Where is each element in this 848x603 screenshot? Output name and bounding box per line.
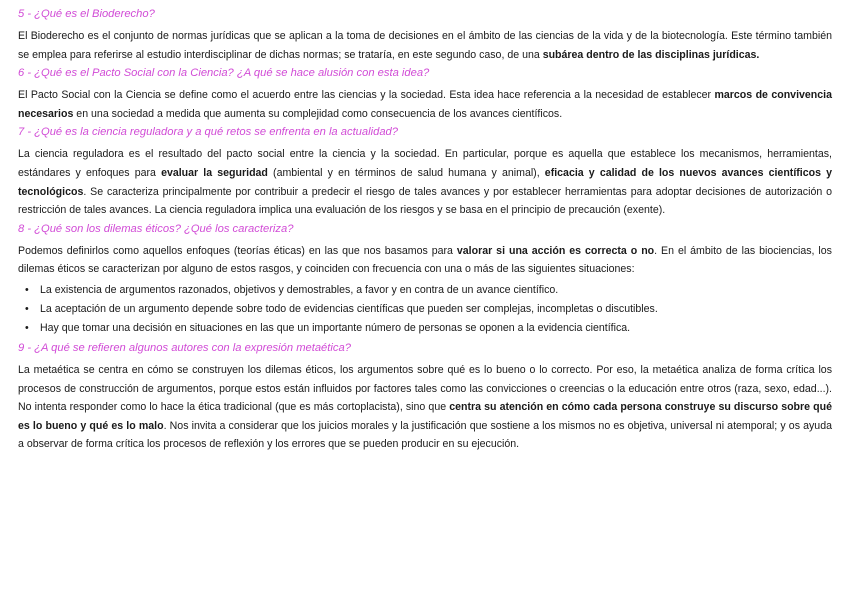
answer-7-paragraph	[18, 145, 832, 219]
question-6-heading: 6 - ¿Qué es el Pacto Social con la Ciencia? ¿A qué se hace alusión con esta idea?	[18, 67, 430, 80]
question-5-heading: 5 - ¿Qué es el Bioderecho?	[18, 8, 155, 20]
list-item-text: La aceptación de un argumento depende sobre todo de evidencias científicas que pueden ser complejas, incompletas o discutibles.	[40, 302, 658, 315]
question-7-heading: 7 - ¿Qué es la ciencia reguladora y a qué retos se enfrenta en la actualidad?	[18, 126, 398, 139]
answer-9-text-2: . Nos invita a considerar que los juicios morales y la justificación que sostiene a los mismos no es objetiva, universal ni atemporal; y os ayuda a observar de forma crítica los procesos de reflexión y los errores que se pueden producir en su ejecución.	[18, 419, 832, 451]
answer-8-text-1: Podemos definirlos como aquellos enfoques (teorías éticas) en las que nos basamos para	[18, 244, 457, 257]
answer-7-bold-2: eficacia y calidad de los nuevos avances científicos y tecnológicos	[18, 166, 833, 198]
answer-6-text-2: en una sociedad a medida que aumenta su complejidad como consecuencia de los avances científicos.	[73, 107, 563, 120]
answer-7-text-3: . Se caracteriza principalmente por contribuir a predecir el riesgo de tales avances y por establecer herramientas para adoptar decisiones de autorización o restricción de tales avances. La ciencia reguladora implica una evaluación de los riesgos y se basa en el principio de precaución (exente).	[18, 185, 832, 217]
answer-7-text-1: La ciencia reguladora es el resultado del pacto social entre la ciencia y la sociedad. En particular, porque es aquella que establece los mecanismos, herramientas, estándares y enfoques para	[18, 148, 832, 179]
list-item	[25, 281, 832, 300]
answer-5-text-1: El Bioderecho es el conjunto de normas jurídicas que se aplican a la toma de decisiones en el ámbito de las ciencias de la vida y de la biotecnología. Este término también se emplea para referirse al estudio interdisciplinar de dichas normas; se trataría, en este segundo caso, de una	[18, 30, 832, 61]
list-item	[25, 319, 832, 338]
answer-5-bold-1: subárea dentro de las disciplinas jurídicas.	[542, 48, 760, 61]
answer-9-bold-1: centra su atención en cómo cada persona construye su discurso sobre qué es lo bueno y qué es lo malo	[18, 401, 832, 432]
answer-6-bold-1: marcos de convivencia necesarios	[18, 89, 832, 120]
question-8-heading: 8 - ¿Qué son los dilemas éticos? ¿Qué los caracteriza?	[18, 222, 294, 235]
answer-7-text-2: (ambiental y en términos de salud humana y animal),	[267, 166, 545, 179]
answer-5-paragraph	[18, 27, 832, 64]
answer-8-bullet-list	[18, 281, 832, 338]
answer-8-bold-1: valorar si una acción es correcta o no	[456, 244, 655, 257]
answer-6-paragraph	[18, 86, 832, 123]
bullet-icon: •	[25, 321, 29, 334]
list-item	[25, 300, 832, 319]
answer-8-text-2: . En el ámbito de las biociencias, los dilemas éticos se caracterizan por alguno de estos rasgos, y coinciden con frecuencia con una o más de las siguientes situaciones:	[18, 244, 832, 276]
bullet-icon: •	[25, 302, 29, 315]
list-item-text: La existencia de argumentos razonados, objetivos y demostrables, a favor y en contra de un avance científico.	[40, 283, 559, 296]
answer-6-text-1: El Pacto Social con la Ciencia se define como el acuerdo entre las ciencias y la sociedad. Esta idea hace referencia a la necesidad de establecer	[18, 89, 715, 102]
bullet-icon: •	[25, 283, 29, 296]
answer-7-bold-1: evaluar la seguridad	[161, 166, 268, 179]
question-9-heading: 9 - ¿A qué se refieren algunos autores con la expresión metaética?	[18, 341, 351, 354]
answer-8-paragraph	[18, 242, 832, 279]
answer-9-text-1: La metaética se centra en cómo se construyen los dilemas éticos, los argumentos sobre qué es lo bueno o lo correcto. Por eso, la metaética analiza de forma crítica los procesos de construcción de argumentos, porque estos están influidos por factores tales como las convicciones o creencias o la educación entre otros (raza, sexo, edad...). No intenta responder como lo hace la ética tradicional (que es más cortoplacista), sino que	[18, 363, 832, 414]
answer-9-paragraph	[18, 361, 832, 454]
list-item-text: Hay que tomar una decisión en situaciones en las que un importante número de personas se oponen a la evidencia científica.	[40, 321, 631, 334]
